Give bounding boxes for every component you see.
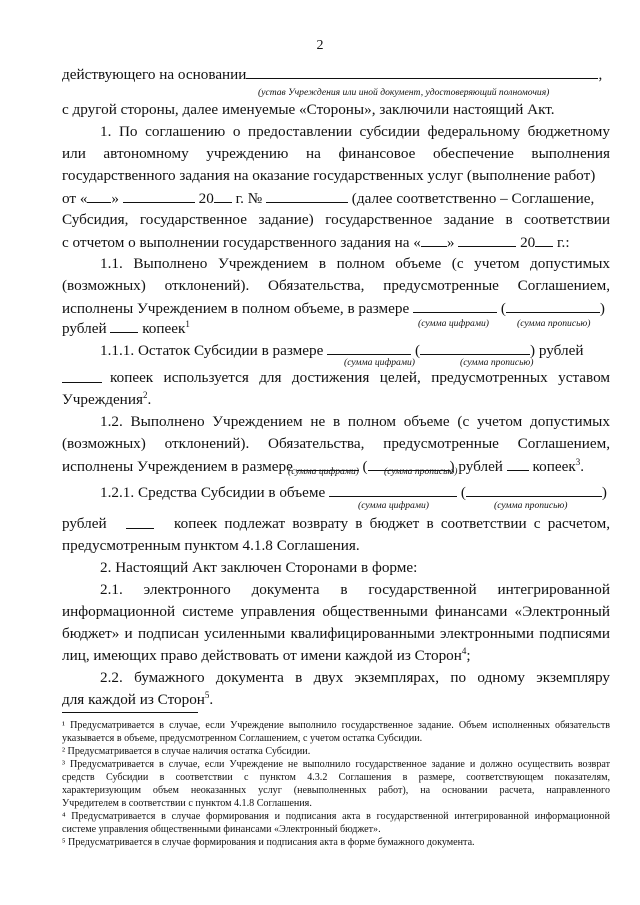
footnote-4-line-1: ⁴ Предусматривается в случае формирования и подписания акта в государственной интегрированной информационной (62, 811, 610, 822)
p1-line-6-text: с отчетом о выполнении государственного задания на « (62, 234, 421, 251)
p1-line-3: государственного задания на оказание государственных услуг (выполнение работ) (62, 167, 596, 184)
caption-words-1: (сумма прописью) (517, 318, 591, 329)
p12-line-1: 1.2. Выполнено Учреждением не в полном объеме (с учетом допустимых (100, 413, 610, 430)
footnote-ref-5[interactable]: 5 (204, 689, 210, 700)
period: . (580, 458, 585, 475)
footnote-3-line-4: Учредителем в соответствии с пунктом 4.1.8 Соглашения. (62, 798, 312, 809)
period: . (209, 691, 214, 708)
footnote-3-line-1: ³ Предусматривается в случае, если Учреждение не выполнило государственное задание и должно осуществить возврат (62, 759, 610, 770)
basis-line (62, 64, 610, 85)
p111-line-3-text: Учреждения (62, 391, 143, 408)
p22-line-1: 2.2. бумажного документа в двух экземплярах, по одному экземпляру (100, 669, 610, 686)
date-open-quote: от « (62, 190, 88, 207)
p121-line-3: предусмотренным пунктом 4.1.8 Соглашения. (62, 537, 360, 554)
footnote-ref-1[interactable]: 1 (185, 318, 190, 329)
p1-line-2: или автономному учреждению на финансовое обеспечение выполнения (62, 145, 610, 162)
paren-open: ( (460, 484, 466, 501)
report-month-blank (458, 232, 516, 247)
p111-line-2-text: копеек используется для достижения целей, предусмотренных уставом (110, 369, 610, 386)
kopecks-label: копеек (532, 458, 576, 475)
p12-kopecks-blank (507, 456, 529, 471)
basis-text: действующего на основании (62, 66, 247, 83)
number-blank (266, 188, 348, 203)
report-year-prefix: 20 (520, 234, 536, 251)
p111-line-1-text: 1.1.1. Остаток Субсидии в размере (100, 342, 324, 359)
report-year-suffix: г.: (557, 234, 570, 251)
p22-line-2 (62, 690, 610, 710)
footnote-ref-2[interactable]: 2 (142, 389, 148, 400)
p111-sum-words-blank (420, 340, 530, 355)
caption-figures-4: (сумма цифрами) (358, 500, 429, 511)
p21-line-1: 2.1. электронного документа в государственной интегрированной (100, 581, 610, 598)
paren-open: ( (500, 300, 506, 317)
number-label: г. № (235, 190, 263, 207)
p22-line-2-text: для каждой из Сторон (62, 691, 205, 708)
month-blank (123, 188, 195, 203)
p11-line-4 (62, 318, 610, 339)
p11-line-3 (62, 298, 610, 319)
year-blank (214, 188, 232, 203)
footnote-separator (62, 712, 198, 713)
p111-kopecks-blank (62, 368, 102, 383)
p121-line-2-text: копеек подлежат возврату в бюджет в соответствии с расчетом, (174, 515, 610, 532)
footnote-3-line-3: характеризующим объем неоказанных услуг (невыполненных работ), на основании расчета, направленного (62, 785, 610, 796)
p11-sum-figures-blank (413, 298, 497, 313)
p11-line-2: (возможных) отклонений). Обязательства, предусмотренные Соглашением, (62, 277, 610, 294)
p21-line-4 (62, 646, 610, 666)
rubles-label: рублей (62, 515, 107, 532)
p121-line-1-text: 1.2.1. Средства Субсидии в объеме (100, 484, 326, 501)
p121-kopecks-blank (126, 514, 154, 529)
period: . (147, 391, 152, 408)
kopecks-label: копеек (142, 320, 186, 337)
page-number: 2 (316, 38, 324, 53)
basis-blank (246, 64, 598, 79)
footnote-1-line-1: ¹ Предусматривается в случае, если Учреждение выполнило государственное задание. Объем исполненных обязательств (62, 720, 610, 731)
p111-sum-figures-blank (327, 340, 411, 355)
comma: , (598, 66, 603, 83)
p121-line-2 (62, 514, 610, 534)
report-close-quote: » (446, 234, 455, 251)
rubles-label: ) рублей (530, 342, 584, 359)
paren-open: ( (414, 342, 421, 359)
caption-words-3: (сумма прописью) (384, 466, 458, 477)
caption-figures-2: (сумма цифрами) (344, 357, 415, 368)
footnote-2: ² Предусматривается в случае наличия остатка Субсидии. (62, 746, 311, 757)
report-day-blank (421, 232, 447, 247)
p12-line-2: (возможных) отклонений). Обязательства, предусмотренные Соглашением, (62, 435, 610, 452)
p111-line-3 (62, 390, 610, 410)
date-close-quote: » (111, 190, 120, 207)
rubles-label: ) рублей (449, 458, 503, 475)
p111-line-2 (62, 368, 610, 388)
p11-line-1: 1.1. Выполнено Учреждением в полном объеме (с учетом допустимых (100, 255, 610, 272)
report-year-blank (535, 232, 553, 247)
footnote-3-line-2: средств Субсидии в соответствии с пунктом 4.3.2 Соглашения в размере, соответствующем показателям, (62, 772, 610, 783)
p1-line-4 (62, 188, 610, 209)
semicolon: ; (466, 647, 471, 664)
footnote-4-line-2: системе управления общественными финансами «Электронный бюджет». (62, 824, 381, 835)
p21-line-2: информационной системе управления общественными финансами «Электронный (62, 603, 610, 620)
year-prefix: 20 (198, 190, 214, 207)
day-blank (87, 188, 111, 203)
p1-line-4-tail: (далее соответственно – Соглашение, (351, 190, 595, 207)
footnote-ref-4[interactable]: 4 (461, 645, 467, 656)
paren-close: ) (601, 484, 607, 501)
kopecks-blank (110, 318, 138, 333)
caption-basis: (устав Учреждения или иной документ, удостоверяющий полномочия) (258, 87, 550, 98)
footnote-5: ⁵ Предусматривается в случае формирования и подписания акта в форме бумажного документа. (62, 837, 475, 848)
paren-open: ( (362, 458, 368, 475)
p12-line-3-text: исполнены Учреждением в размере (62, 458, 293, 475)
p1-line-1: 1. По соглашению о предоставлении субсидии федеральному бюджетному (100, 123, 610, 140)
p2-line: 2. Настоящий Акт заключен Сторонами в форме: (100, 559, 418, 576)
rubles-label: рублей (62, 320, 107, 337)
paren-close: ) (599, 300, 605, 317)
p11-line-3-text: исполнены Учреждением в полном объеме, в размере (62, 300, 410, 317)
footnote-ref-3[interactable]: 3 (575, 456, 581, 467)
p1-line-5: Субсидия, государственное задание) государственное задание в соответствии (62, 211, 610, 228)
parties-line: с другой стороны, далее именуемые «Стороны», заключили настоящий Акт. (62, 101, 555, 118)
p21-line-3: бюджет» и подписан усиленными квалифицированными электронными подписями (62, 625, 610, 642)
p121-sum-words-blank (466, 482, 602, 497)
p121-sum-figures-blank (329, 482, 457, 497)
caption-words-2: (сумма прописью) (460, 357, 534, 368)
caption-figures-3: (сумма цифрами) (288, 466, 359, 477)
p21-line-4-text: лиц, имеющих право действовать от имени каждой из Сторон (62, 647, 462, 664)
caption-words-4: (сумма прописью) (494, 500, 568, 511)
footnote-1-line-2: указывается в объеме, предусмотренном Соглашением, с учетом остатка Субсидии. (62, 733, 423, 744)
p11-sum-words-blank (506, 298, 600, 313)
caption-figures-1: (сумма цифрами) (418, 318, 489, 329)
p1-line-6 (62, 232, 610, 253)
